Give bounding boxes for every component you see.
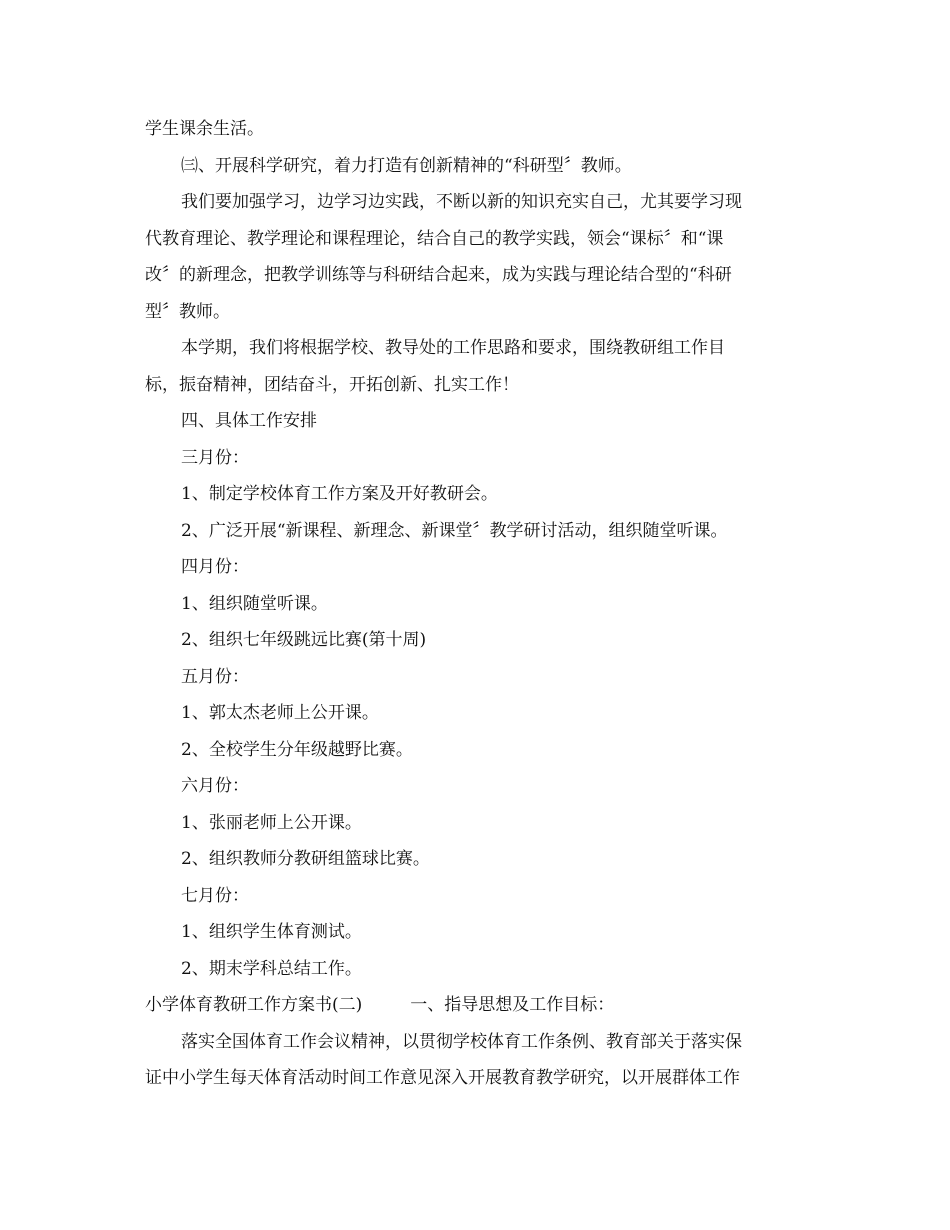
section-heading: ㈢、开展科学研究，着力打造有创新精神的“科研型〞教师。 bbox=[181, 155, 632, 176]
month-heading: 五月份： bbox=[181, 666, 249, 687]
month-heading: 七月份： bbox=[181, 885, 249, 906]
paragraph-line: 标，振奋精神，团结奋斗，开拓创新、扎实工作！ bbox=[145, 374, 519, 395]
list-item: 2、广泛开展“新课程、新理念、新课堂〞教学研讨活动，组织随堂听课。 bbox=[181, 520, 728, 541]
paragraph-line: 代教育理论、教学理论和课程理论，结合自己的教学实践，领会“课标〞和“课 bbox=[145, 228, 724, 249]
paragraph-line: 证中小学生每天体育活动时间工作意见深入开展教育教学研究，以开展群体工作 bbox=[145, 1068, 740, 1088]
paragraph-line: 型〞教师。 bbox=[145, 301, 230, 322]
paragraph-line: 改〞的新理念，把教学训练等与科研结合起来，成为实践与理论结合型的“科研 bbox=[145, 265, 732, 285]
paragraph-line: 学生课余生活。 bbox=[145, 119, 264, 139]
paragraph-line: 我们要加强学习，边学习边实践，不断以新的知识充实自己，尤其要学习现 bbox=[181, 192, 742, 212]
list-item: 1、制定学校体育工作方案及开好教研会。 bbox=[181, 484, 498, 504]
month-heading: 六月份： bbox=[181, 776, 249, 796]
section-heading: 一、指导思想及工作目标： bbox=[410, 995, 615, 1015]
list-item: 2、全校学生分年级越野比赛。 bbox=[181, 739, 413, 760]
list-item: 2、组织教师分教研组篮球比赛。 bbox=[181, 849, 430, 869]
list-item: 1、郭太杰老师上公开课。 bbox=[181, 703, 379, 723]
month-heading: 四月份： bbox=[181, 557, 249, 577]
list-item: 2、组织七年级跳远比赛(第十周) bbox=[181, 630, 427, 650]
section-heading: 四、具体工作安排 bbox=[181, 411, 317, 431]
document-subtitle: 小学体育教研工作方案书(二) bbox=[145, 995, 363, 1015]
paragraph-line: 落实全国体育工作会议精神，以贯彻学校体育工作条例、教育部关于落实保 bbox=[181, 1031, 742, 1052]
document-subtitle-line bbox=[145, 987, 805, 1024]
paragraph-line: 本学期，我们将根据学校、教导处的工作思路和要求，围绕教研组工作目 bbox=[181, 338, 725, 358]
month-heading: 三月份： bbox=[181, 447, 249, 468]
list-item: 1、组织学生体育测试。 bbox=[181, 922, 362, 942]
document-body bbox=[145, 111, 805, 1097]
list-item: 2、期末学科总结工作。 bbox=[181, 958, 362, 979]
list-item: 1、张丽老师上公开课。 bbox=[181, 812, 362, 833]
list-item: 1、组织随堂听课。 bbox=[181, 593, 328, 614]
